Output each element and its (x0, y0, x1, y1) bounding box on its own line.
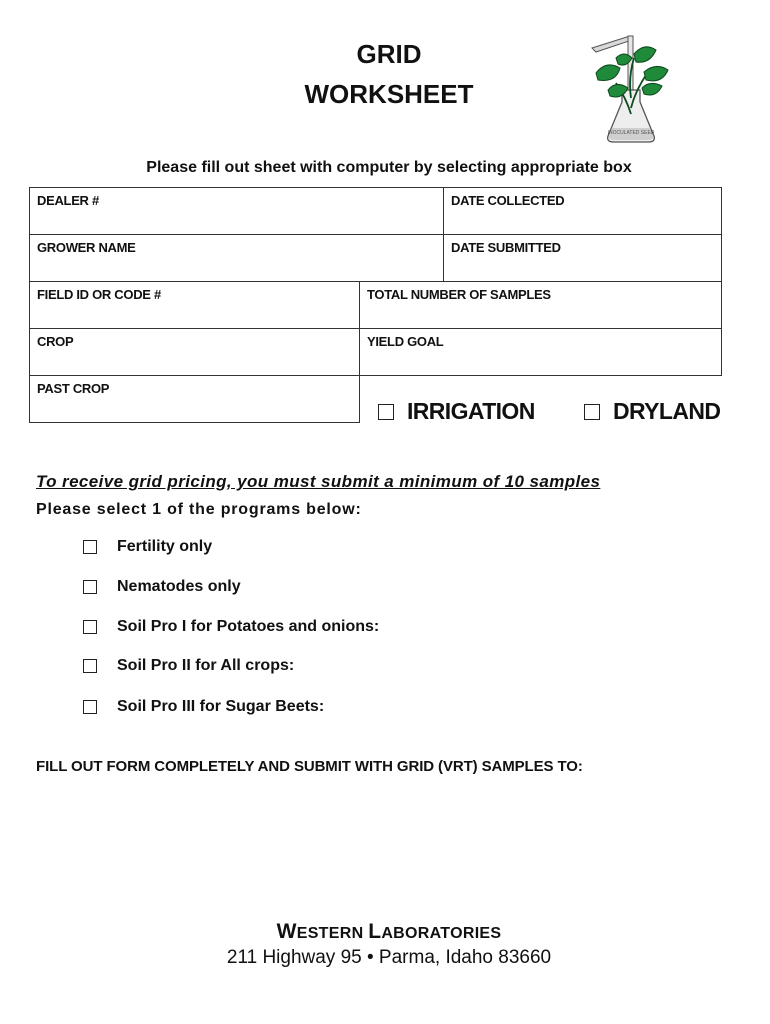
program-checkbox[interactable] (83, 580, 97, 594)
irrigation-label: IRRIGATION (407, 398, 535, 424)
past-crop-label: PAST CROP (37, 381, 110, 396)
program-option[interactable] (83, 657, 294, 675)
lab-name-w: W (276, 920, 297, 943)
date-collected-label: DATE COLLECTED (451, 193, 565, 208)
program-option[interactable] (83, 578, 241, 596)
program-checkbox[interactable] (83, 540, 97, 554)
program-label: Soil Pro I for Potatoes and onions: (117, 618, 380, 635)
svg-text:INOCULATED SEED: INOCULATED SEED (607, 130, 655, 136)
date-submitted-field[interactable] (443, 234, 722, 282)
title-line-2: WORKSHEET (304, 79, 474, 109)
program-checkbox[interactable] (83, 700, 97, 714)
total-samples-field[interactable] (359, 281, 722, 329)
lab-address: 211 Highway 95 • Parma, Idaho 83660 (226, 947, 552, 968)
fill-out-instructions: FILL OUT FORM COMPLETELY AND SUBMIT WITH GRID (VRT) SAMPLES TO: (36, 758, 583, 775)
field-id-field[interactable] (29, 281, 360, 329)
lab-name-aboratories: ABORATORIES (381, 925, 502, 942)
date-collected-field[interactable] (443, 187, 722, 235)
lab-name-estern: ESTERN (296, 925, 369, 942)
yield-goal-label: YIELD GOAL (367, 334, 444, 349)
instructions: Please fill out sheet with computer by selecting appropriate box (146, 159, 632, 176)
field-id-label: FIELD ID OR CODE # (37, 287, 161, 302)
yield-goal-field[interactable] (359, 328, 722, 376)
title-line-1: GRID (356, 39, 422, 69)
program-label: Soil Pro III for Sugar Beets: (117, 698, 325, 715)
program-checkbox[interactable] (83, 659, 97, 673)
dealer-field[interactable] (29, 187, 444, 235)
total-samples-label: TOTAL NUMBER OF SAMPLES (367, 287, 551, 302)
crop-label: CROP (37, 334, 74, 349)
dryland-option[interactable] (584, 398, 720, 425)
program-label: Nematodes only (117, 578, 241, 595)
dryland-checkbox[interactable] (584, 404, 600, 420)
grower-name-field[interactable] (29, 234, 444, 282)
dryland-label: DRYLAND (613, 398, 721, 424)
program-label: Soil Pro II for All crops: (117, 657, 295, 674)
past-crop-field[interactable] (29, 375, 360, 423)
date-submitted-label: DATE SUBMITTED (451, 240, 561, 255)
program-label: Fertility only (117, 538, 213, 555)
crop-field[interactable] (29, 328, 360, 376)
dealer-label: DEALER # (37, 193, 99, 208)
flask-plant-logo-icon (586, 28, 676, 146)
grower-name-label: GROWER NAME (37, 240, 136, 255)
program-checkbox[interactable] (83, 620, 97, 634)
pricing-note: To receive grid pricing, you must submit a minimum of 10 samples (36, 472, 601, 491)
irrigation-checkbox[interactable] (378, 404, 394, 420)
select-program-note: Please select 1 of the programs below: (36, 501, 362, 518)
program-option[interactable] (83, 698, 324, 716)
lab-name-l: L (368, 920, 382, 943)
program-option[interactable] (83, 538, 212, 556)
lab-name (0, 920, 770, 944)
irrigation-option[interactable] (378, 398, 535, 425)
program-option[interactable] (83, 618, 379, 636)
